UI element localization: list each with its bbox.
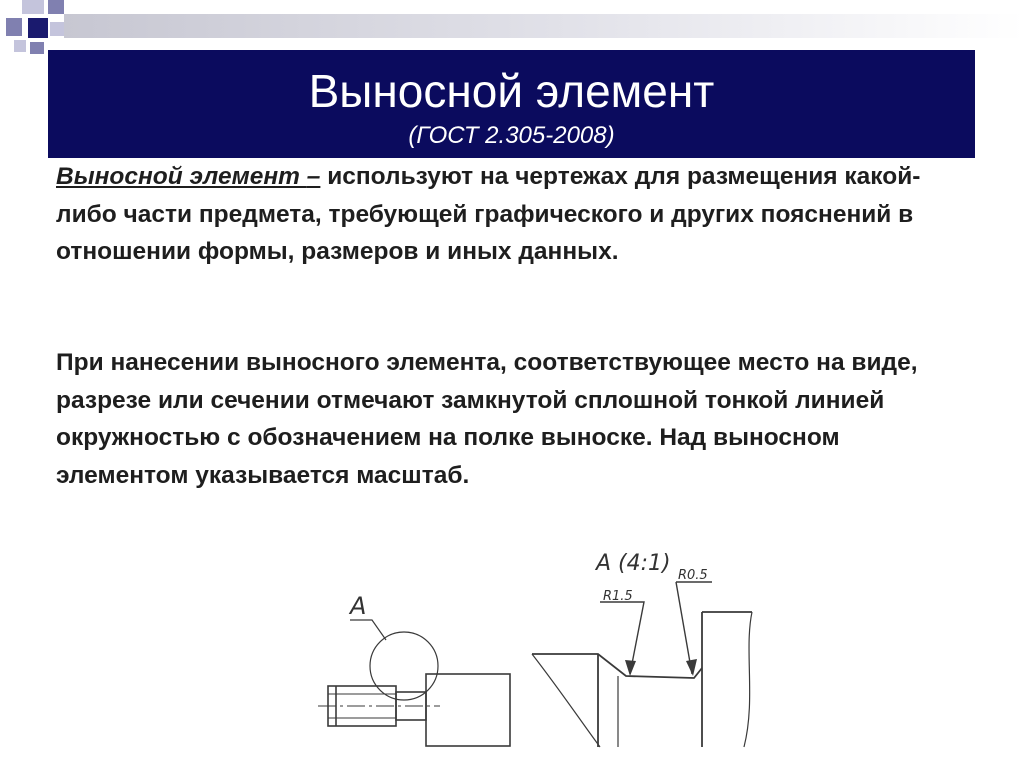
detail-view: [532, 582, 752, 747]
rule-paragraph: При нанесении выносного элемента, соответствующее место на виде, разрезе или сечении отмечают замкнутой сплошной тонкой линией окружностью с обозначением на полке выноске. Над выносном элементом указывается масштаб.: [56, 349, 918, 489]
detail-break-line: [532, 654, 600, 747]
page-title: Выносной элемент: [308, 65, 715, 117]
detail-label: А (4:1): [596, 551, 671, 576]
radius-leader-1: [600, 602, 644, 674]
detail-break-right: [744, 612, 752, 747]
view-label: А: [350, 592, 367, 620]
detail-profile-top: [532, 654, 702, 678]
definition-text: используют на чертежах для размещения какой-либо части предмета, требующей графического и других пояснений в отношении формы, размеров и иных данных.: [56, 163, 921, 265]
radius-arrows: [625, 659, 697, 676]
shaft-view: [318, 620, 510, 746]
definition-dash: –: [306, 163, 321, 190]
radius-label-2: R0.5: [678, 568, 708, 583]
detail-leader-line: [350, 620, 386, 640]
radius-label-1: R1.5: [603, 589, 633, 604]
definition-term: Выносной элемент: [56, 163, 307, 190]
page-subtitle: (ГОСТ 2.305-2008): [408, 122, 615, 149]
shaft-body: [426, 674, 510, 746]
detail-mark-circle: [370, 632, 438, 700]
arrow-head-1: [625, 660, 636, 676]
